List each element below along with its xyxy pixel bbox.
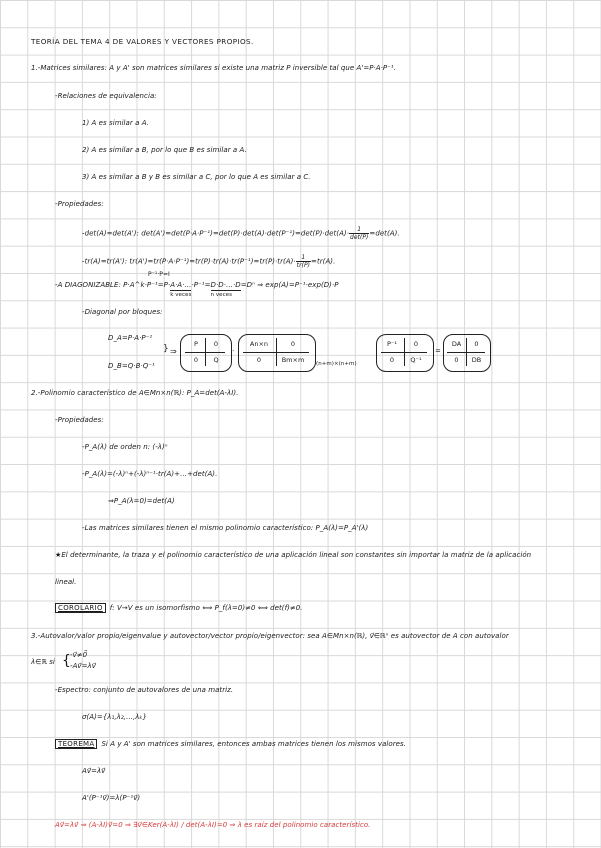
fraction-numerator: 1 <box>349 226 369 234</box>
diag-part-b: ·P⁻¹= <box>191 281 211 289</box>
corolario-box: COROLARIO <box>55 603 106 613</box>
matrix-divider <box>185 352 225 353</box>
matrix-pinv-qinv-cell: 0 <box>413 340 419 348</box>
matrix-divider <box>447 352 485 353</box>
diag-underbrace-1-content: A·A·… <box>170 281 192 289</box>
fraction-numerator: 1 <box>296 254 311 262</box>
char-poly-property-4: -Las matrices similares tienen el mismo polinomio característico: P_A(λ)=P_A'(λ) <box>82 524 369 532</box>
char-poly-property-1: -P_A(λ) de orden n: (-λ)ⁿ <box>82 443 168 451</box>
property-trace-end: =tr(A). <box>311 257 336 266</box>
block-implies: ⇒ <box>170 347 177 356</box>
diagonalizable-formula <box>55 281 339 298</box>
property-trace-fraction <box>296 254 311 269</box>
equivalence-label: -Relaciones de equivalencia: <box>55 92 157 100</box>
block-da: D_A=P·A·P⁻¹ <box>108 334 153 342</box>
matrix-p-q-cell: 0 <box>193 356 199 364</box>
product-dot: · <box>232 347 235 355</box>
matrix-da-db-cell: DB <box>471 356 482 364</box>
section-3-heading: 3.-Autovalor/valor propio/eigenvalue y autovector/vector propio/eigenvector: sea A∈Mn×n(ℝ), v⃗∈ℝⁿ es autovector de A con autovalor <box>31 632 509 640</box>
property-det-text: -det(A)=det(A'): det(A')=det(P·A·P⁻¹)=det(P)·det(A)·det(P⁻¹)=det(P)·det(A)· <box>82 229 349 238</box>
matrix-da-db-cell: DA <box>451 340 462 348</box>
matrix-pinv-qinv-cell: 0 <box>389 356 395 364</box>
corolario-text: f: V→V es un isomorfismo ⟺ P_f(λ=0)≠0 ⟺ det(f)≠0. <box>109 604 303 612</box>
invariance-note: ★El determinante, la traza y el polinomio característico de una aplicación lineal son constantes sin importar la matriz de la aplicación <box>55 551 532 559</box>
diag-part-a: -A DIAGONIZABLE: P·A^k·P⁻¹=P· <box>55 281 171 289</box>
equivalence-item-2: 2) A es similar a B, por lo que B es similar a A. <box>82 146 247 154</box>
spectrum-label: -Espectro: conjunto de autovalores de una matriz. <box>55 686 234 694</box>
diag-underbrace-2-label: n veces <box>210 292 233 298</box>
properties-label: -Propiedades: <box>55 200 104 208</box>
char-poly-root-statement: Av⃗=λv⃗ ⇒ (A-λI)v⃗=0 ⇒ ∃v⃗∈Ker(A-λI) / det(A-λI)=0 ⇒ λ es raíz del polinomio característico. <box>55 821 371 829</box>
fraction-denominator: det(P) <box>349 234 369 241</box>
eigen-equation-1: Av⃗=λv⃗ <box>82 767 106 775</box>
fraction-denominator: tr(P) <box>296 262 311 269</box>
spectrum-set: σ(A)={λ₁,λ₂,…,λₖ} <box>82 713 148 721</box>
char-poly-property-3: ⇒P_A(λ=0)=det(A) <box>108 497 175 505</box>
matrix-da-db-cell: 0 <box>474 340 479 348</box>
matrix-p-q-cell: P <box>194 340 198 348</box>
matrix-a-b-cell: 0 <box>290 340 296 348</box>
diag-underbrace-2 <box>210 281 241 298</box>
matrix-p-q-cell: 0 <box>213 340 219 348</box>
property-det <box>82 226 400 241</box>
block-db: D_B=Q·B·Q⁻¹ <box>108 362 155 370</box>
matrix-p-q-cell: Q <box>213 356 219 364</box>
property-trace <box>82 254 335 269</box>
equivalence-item-1: 1) A es similar a A. <box>82 119 149 127</box>
matrix-da-db-cell: 0 <box>454 356 459 364</box>
equivalence-item-3: 3) A es similar a B y B es similar a C, por lo que A es similar a C. <box>82 173 311 181</box>
page-title: TEORÍA DEL TEMA 4 DE VALORES Y VECTORES PROPIOS. <box>31 37 254 46</box>
eigen-condition-1: -v⃗≠0⃗ <box>70 651 88 659</box>
matrix-divider <box>381 352 427 353</box>
matrix-pinv-qinv-cell: P⁻¹ <box>387 340 397 348</box>
diag-underbrace-1 <box>170 281 192 298</box>
teorema-text: Si A y A' son matrices similares, entonces ambas matrices tienen los mismos valores. <box>101 740 406 748</box>
properties-label-2: -Propiedades: <box>55 416 104 424</box>
matrix-a-b-cell: Bm×m <box>281 356 305 364</box>
matrix-size-subscript: (n+m)×(n+m) <box>316 361 357 367</box>
section-1-heading: 1.-Matrices similares: A y A' son matrices similares si existe una matriz P inversible tal que A'=P·A·P⁻¹. <box>31 64 397 72</box>
teorema-row <box>55 740 406 749</box>
block-brace: } <box>163 344 169 354</box>
eigen-equation-2: A'(P⁻¹v⃗)=λ(P⁻¹v⃗) <box>82 794 141 802</box>
matrix-pinv-qinv-cell: Q⁻¹ <box>410 356 422 364</box>
eigen-condition-prefix: λ∈ℝ si <box>31 658 55 666</box>
eigen-condition-brace: { <box>62 653 71 669</box>
property-det-fraction <box>349 226 369 241</box>
matrix-a-b-cell: 0 <box>256 356 262 364</box>
section-2-heading: 2.-Polinomio característico de A∈Mn×n(ℝ): P_A=det(A-λI). <box>31 389 239 397</box>
property-trace-text: -tr(A)=tr(A'): tr(A')=tr(P·A·P⁻¹)=tr(P)·tr(A)·tr(P⁻¹)=tr(P)·tr(A)· <box>82 257 296 266</box>
diagonalizable-overset: P⁻¹·P=I <box>148 271 170 278</box>
property-det-end: =det(A). <box>369 229 400 238</box>
diag-end: =Dⁿ ⇒ exp(A)=P⁻¹·exp(D)·P <box>240 281 339 289</box>
eigen-condition-2: -Av⃗=λv⃗ <box>70 662 96 670</box>
matrix-divider <box>243 352 309 353</box>
block-diagonal-label: -Diagonal por bloques: <box>82 308 163 316</box>
diag-underbrace-1-label: k veces <box>170 292 192 298</box>
block-equals: = <box>435 347 441 355</box>
teorema-box: TEOREMA <box>55 739 97 749</box>
matrix-a-b-cell: An×n <box>249 340 269 348</box>
diag-underbrace-2-content: D·D·…·D <box>210 281 241 289</box>
corolario-row <box>55 604 303 613</box>
invariance-note-cont: lineal. <box>55 578 77 586</box>
char-poly-property-2: -P_A(λ)=(-λ)ⁿ+(-λ)ⁿ⁻¹·tr(A)+…+det(A). <box>82 470 218 478</box>
